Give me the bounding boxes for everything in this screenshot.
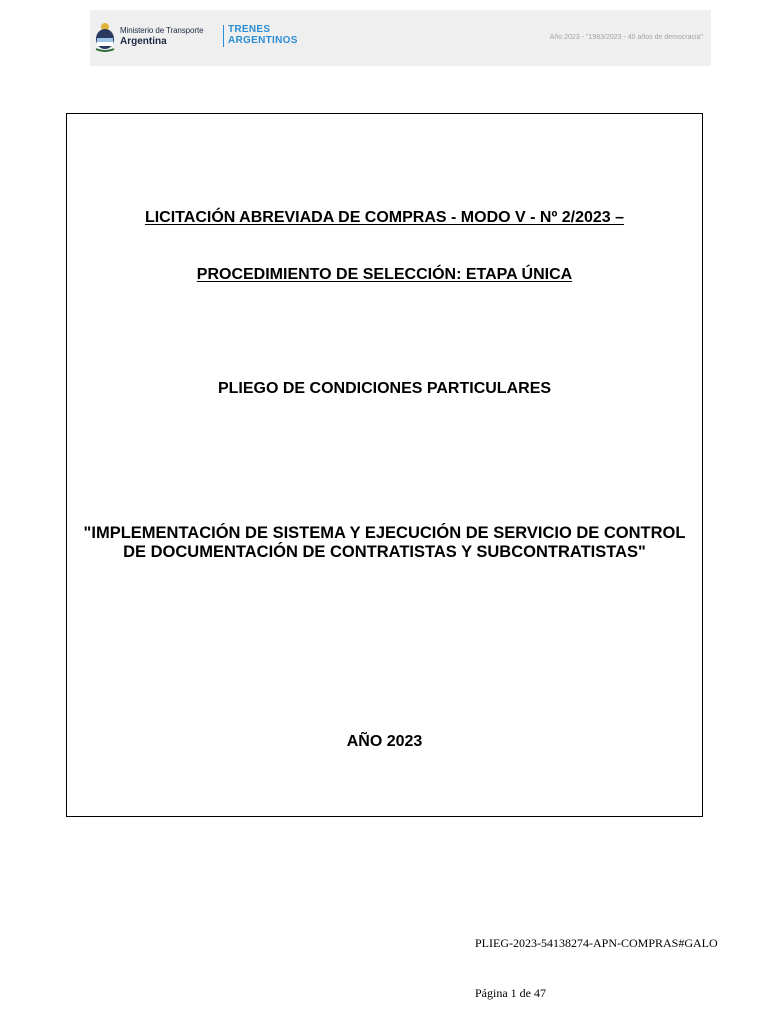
brand-logo	[228, 24, 298, 46]
letterhead-banner	[90, 10, 711, 66]
document-subtitle: PLIEGO DE CONDICIONES PARTICULARES	[217, 380, 552, 397]
title-line-2	[67, 266, 702, 284]
coat-of-arms-icon	[94, 22, 116, 52]
brand-line-2: ARGENTINOS	[228, 35, 298, 46]
brand-line-1: TRENES	[228, 24, 271, 35]
page-number: Página 1 de 47	[475, 986, 546, 1000]
document-id: PLIEG-2023-54138274-APN-COMPRAS#GALO	[475, 936, 718, 950]
document-year: AÑO 2023	[346, 733, 423, 750]
ministry-line: Ministerio de Transporte	[120, 26, 204, 35]
cover-frame	[66, 113, 703, 817]
project-name: "IMPLEMENTACIÓN DE SISTEMA Y EJECUCIÓN DE SERVICIO DE CONTROL DE DOCUMENTACIÓN DE CONTRATISTAS Y SUBCONTRATISTAS"	[83, 524, 686, 561]
header-motto: Año 2023 - "1983/2023 - 40 años de democracia"	[549, 34, 703, 41]
title-line-1	[67, 209, 702, 227]
logo-divider	[223, 25, 224, 47]
country-line: Argentina	[120, 36, 167, 47]
ministry-name	[120, 25, 203, 47]
title-line-2-text: PROCEDIMIENTO DE SELECCIÓN: ETAPA ÚNICA	[196, 266, 573, 283]
title-line-1-text: LICITACIÓN ABREVIADA DE COMPRAS - MODO V - Nº 2/2023 –	[144, 209, 625, 226]
